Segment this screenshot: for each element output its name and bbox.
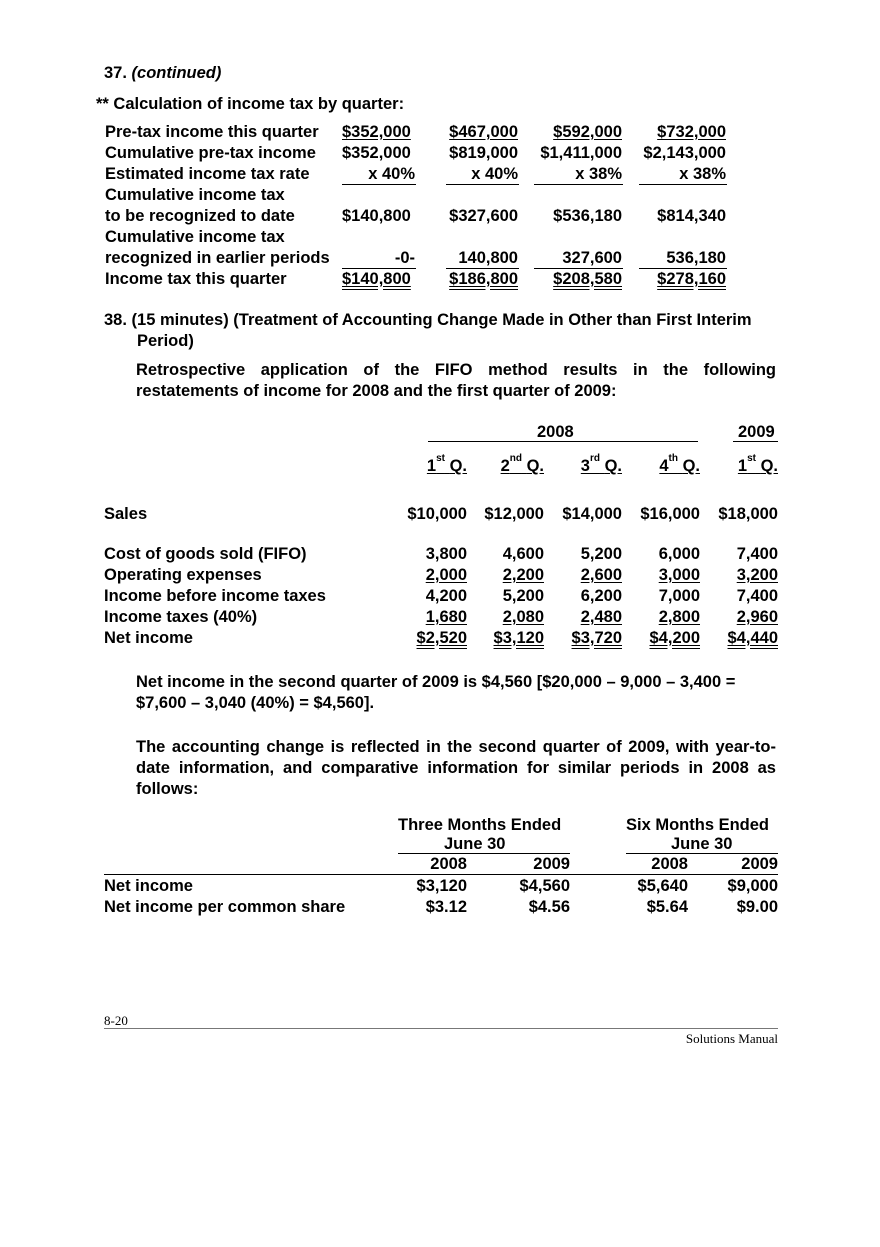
six-months-header: Six Months Ended xyxy=(626,816,770,834)
quarter-header: 1st Q. xyxy=(426,453,467,475)
cell: $9.00 xyxy=(736,898,778,916)
cell: x 38% xyxy=(679,165,726,183)
table-row-label-line xyxy=(0,228,880,249)
cell: 2,000 xyxy=(425,566,467,584)
underline-rule xyxy=(639,184,727,185)
cell: 2,480 xyxy=(580,608,622,626)
table-row-total xyxy=(0,629,880,650)
table-row xyxy=(0,587,880,608)
underline-rule xyxy=(639,268,727,269)
quarter-header: 2nd Q. xyxy=(500,453,544,475)
underline-rule xyxy=(534,184,623,185)
cell: $536,180 xyxy=(553,207,622,225)
row-label: Income tax this quarter xyxy=(105,270,287,288)
problem-37-heading xyxy=(104,64,221,83)
quarter-header: 1st Q. xyxy=(737,453,778,475)
cell: $5.64 xyxy=(646,898,688,916)
table-row xyxy=(0,144,880,165)
problem-38-heading xyxy=(104,311,752,330)
footer-rule xyxy=(104,1028,778,1029)
underline-rule xyxy=(342,268,416,269)
row-label: Cumulative income tax xyxy=(105,228,285,246)
table-row xyxy=(0,165,880,186)
table-row xyxy=(0,566,880,587)
underline-rule xyxy=(534,268,623,269)
cell: 536,180 xyxy=(666,249,726,267)
table-row xyxy=(0,207,880,228)
cell: $3.12 xyxy=(425,898,467,916)
cell: $1,411,000 xyxy=(540,144,622,162)
table-row xyxy=(0,877,880,898)
cell: $12,000 xyxy=(484,505,544,523)
quarter-header: 3rd Q. xyxy=(580,453,622,475)
cell: $16,000 xyxy=(640,505,700,523)
row-label: Income before income taxes xyxy=(104,587,326,605)
cell: $3,120 xyxy=(416,877,467,895)
cell: $14,000 xyxy=(562,505,622,523)
row-label: Operating expenses xyxy=(104,566,262,584)
row-label: Cumulative income tax xyxy=(105,186,285,204)
cell: $4,440 xyxy=(727,629,778,647)
cell: $5,640 xyxy=(637,877,688,895)
cell: $3,720 xyxy=(571,629,622,647)
calc-title: ** Calculation of income tax by quarter: xyxy=(96,95,405,113)
year-header-2008: 2008 xyxy=(537,423,574,441)
cell: $2,143,000 xyxy=(643,144,726,162)
footer-title: Solutions Manual xyxy=(685,1031,778,1046)
underline-rule xyxy=(342,184,416,185)
cell: $186,800 xyxy=(449,270,518,288)
underline-rule xyxy=(446,184,519,185)
heading-line: (15 minutes) (Treatment of Accounting Change Made in Other than First Interim xyxy=(131,311,752,329)
heading-line: Period) xyxy=(137,332,194,350)
cell: 2,800 xyxy=(658,608,700,626)
cell: 6,000 xyxy=(658,545,700,563)
june30-header: June 30 xyxy=(444,835,506,853)
cell: $9,000 xyxy=(727,877,778,895)
cell: $732,000 xyxy=(657,123,726,141)
cell: -0- xyxy=(394,249,415,267)
year-rule xyxy=(733,441,778,442)
table-row xyxy=(0,608,880,629)
cell: 140,800 xyxy=(458,249,518,267)
table-row xyxy=(0,505,880,526)
row-label: to be recognized to date xyxy=(105,207,295,225)
row-label: Cost of goods sold (FIFO) xyxy=(104,545,307,563)
row-label: Net income xyxy=(104,877,193,895)
row-label: Sales xyxy=(104,505,148,523)
cell: $3,120 xyxy=(493,629,544,647)
three-months-header: Three Months Ended xyxy=(398,816,562,834)
note-paragraph: The accounting change is reflected in the second quarter of 2009, with year-to-date information, and comparative information for similar periods in 2008 as follows: xyxy=(136,738,776,798)
cell: 6,200 xyxy=(580,587,622,605)
quarter-header: 4th Q. xyxy=(659,453,700,475)
cell: $140,800 xyxy=(342,207,411,225)
page-number: 8-20 xyxy=(104,1013,128,1028)
cell: $2,520 xyxy=(416,629,467,647)
cell: $352,000 xyxy=(342,123,411,141)
continued-label: (continued) xyxy=(131,64,222,82)
row-label: Cumulative pre-tax income xyxy=(105,144,316,162)
year-header-2009: 2009 xyxy=(738,423,775,441)
intro-paragraph: Retrospective application of the FIFO method results in the following restatements of income for 2008 and the first quarter of 2009: xyxy=(136,361,776,400)
cell: 3,800 xyxy=(425,545,467,563)
cell: x 40% xyxy=(368,165,415,183)
cell: 7,000 xyxy=(658,587,700,605)
row-label: Net income per common share xyxy=(104,898,346,916)
row-label: Income taxes (40%) xyxy=(104,608,258,626)
problem-number: 38. xyxy=(104,311,127,329)
cell: $814,340 xyxy=(657,207,726,225)
cell: x 40% xyxy=(471,165,518,183)
cell: 3,000 xyxy=(658,566,700,584)
cell: 4,200 xyxy=(425,587,467,605)
header-rule xyxy=(626,853,778,854)
cell: $592,000 xyxy=(553,123,622,141)
cell: 1,680 xyxy=(425,608,467,626)
cell: 3,200 xyxy=(736,566,778,584)
row-label: recognized in earlier periods xyxy=(105,249,330,267)
cell: 2,200 xyxy=(502,566,544,584)
underline-rule xyxy=(446,268,519,269)
row-label: Estimated income tax rate xyxy=(105,165,310,183)
header-rule xyxy=(398,853,570,854)
cell: 7,400 xyxy=(736,545,778,563)
table-row xyxy=(0,123,880,144)
quarter-header-row xyxy=(0,453,880,478)
cell: $4,200 xyxy=(649,629,700,647)
year-header: 2008 xyxy=(430,855,467,873)
cell: $18,000 xyxy=(718,505,778,523)
cell: 2,600 xyxy=(580,566,622,584)
cell: $352,000 xyxy=(342,144,411,162)
table-row-total xyxy=(0,270,880,291)
year-header: 2008 xyxy=(651,855,688,873)
cell: 7,400 xyxy=(736,587,778,605)
cell: $208,580 xyxy=(553,270,622,288)
table-rule xyxy=(104,874,778,875)
cell: $4,560 xyxy=(519,877,570,895)
table-row-label-line xyxy=(0,186,880,207)
cell: 2,960 xyxy=(736,608,778,626)
row-label: Pre-tax income this quarter xyxy=(105,123,319,141)
cell: $467,000 xyxy=(449,123,518,141)
cell: 2,080 xyxy=(502,608,544,626)
cell: 5,200 xyxy=(502,587,544,605)
cell: 327,600 xyxy=(562,249,622,267)
cell: $140,800 xyxy=(342,270,411,288)
june30-header: June 30 xyxy=(671,835,733,853)
table-row xyxy=(0,545,880,566)
cell: 4,600 xyxy=(502,545,544,563)
year-header: 2009 xyxy=(533,855,570,873)
cell: $278,160 xyxy=(657,270,726,288)
year-rule xyxy=(428,441,698,442)
cell: 5,200 xyxy=(580,545,622,563)
cell: $10,000 xyxy=(407,505,467,523)
table-row xyxy=(0,249,880,270)
year-header-row xyxy=(0,855,880,876)
cell: $819,000 xyxy=(449,144,518,162)
cell: $4.56 xyxy=(528,898,570,916)
note-line: $7,600 – 3,040 (40%) = $4,560]. xyxy=(136,694,375,712)
cell: x 38% xyxy=(575,165,622,183)
note-line: Net income in the second quarter of 2009 is $4,560 [$20,000 – 9,000 – 3,400 = xyxy=(136,673,736,691)
table-row xyxy=(0,898,880,919)
row-label: Net income xyxy=(104,629,193,647)
cell: $327,600 xyxy=(449,207,518,225)
problem-number: 37. xyxy=(104,64,127,82)
year-header: 2009 xyxy=(741,855,778,873)
